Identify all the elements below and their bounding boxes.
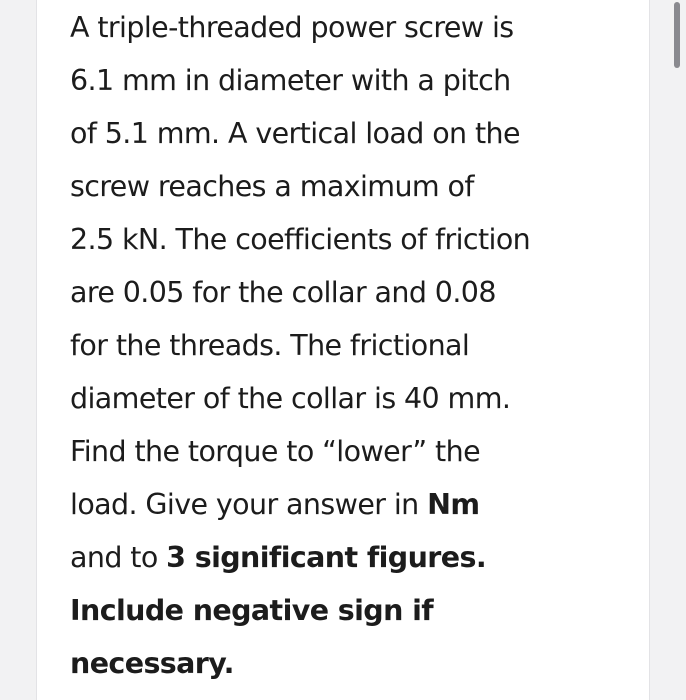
scrollbar[interactable] [672,0,682,700]
question-line [70,372,630,425]
negative-sign-emphasis: necessary. [70,647,234,680]
question-line [70,160,630,213]
significant-figures-emphasis: 3 significant figures. [166,541,487,574]
question-line-text: screw reaches a maximum of [70,170,474,203]
question-line [70,637,630,690]
question-line-text: and to [70,541,167,574]
question-line-text: A triple-threaded power screw is [70,11,514,44]
question-line [70,54,630,107]
question-text [70,1,630,690]
question-line-text: for the threads. The frictional [70,329,470,362]
question-line-text: 6.1 mm in diameter with a pitch [70,64,511,97]
question-line [70,319,630,372]
question-line [70,425,630,478]
question-line-text: of 5.1 mm. A vertical load on the [70,117,520,150]
question-line-text: 2.5 kN. The coefficients of friction [70,223,531,256]
question-line [70,531,630,584]
question-line-text: are 0.05 for the collar and 0.08 [70,276,496,309]
scrollbar-thumb[interactable] [674,2,680,68]
question-line [70,266,630,319]
question-line [70,107,630,160]
question-line [70,478,630,531]
question-line-text: Find the torque to “lower” the [70,435,481,468]
question-line [70,584,630,637]
question-line-text: load. Give your answer in [70,488,428,521]
question-line [70,213,630,266]
question-line [70,1,630,54]
negative-sign-emphasis: Include negative sign if [70,594,434,627]
answer-unit-emphasis: Nm [427,488,480,521]
question-line-text: diameter of the collar is 40 mm. [70,382,511,415]
